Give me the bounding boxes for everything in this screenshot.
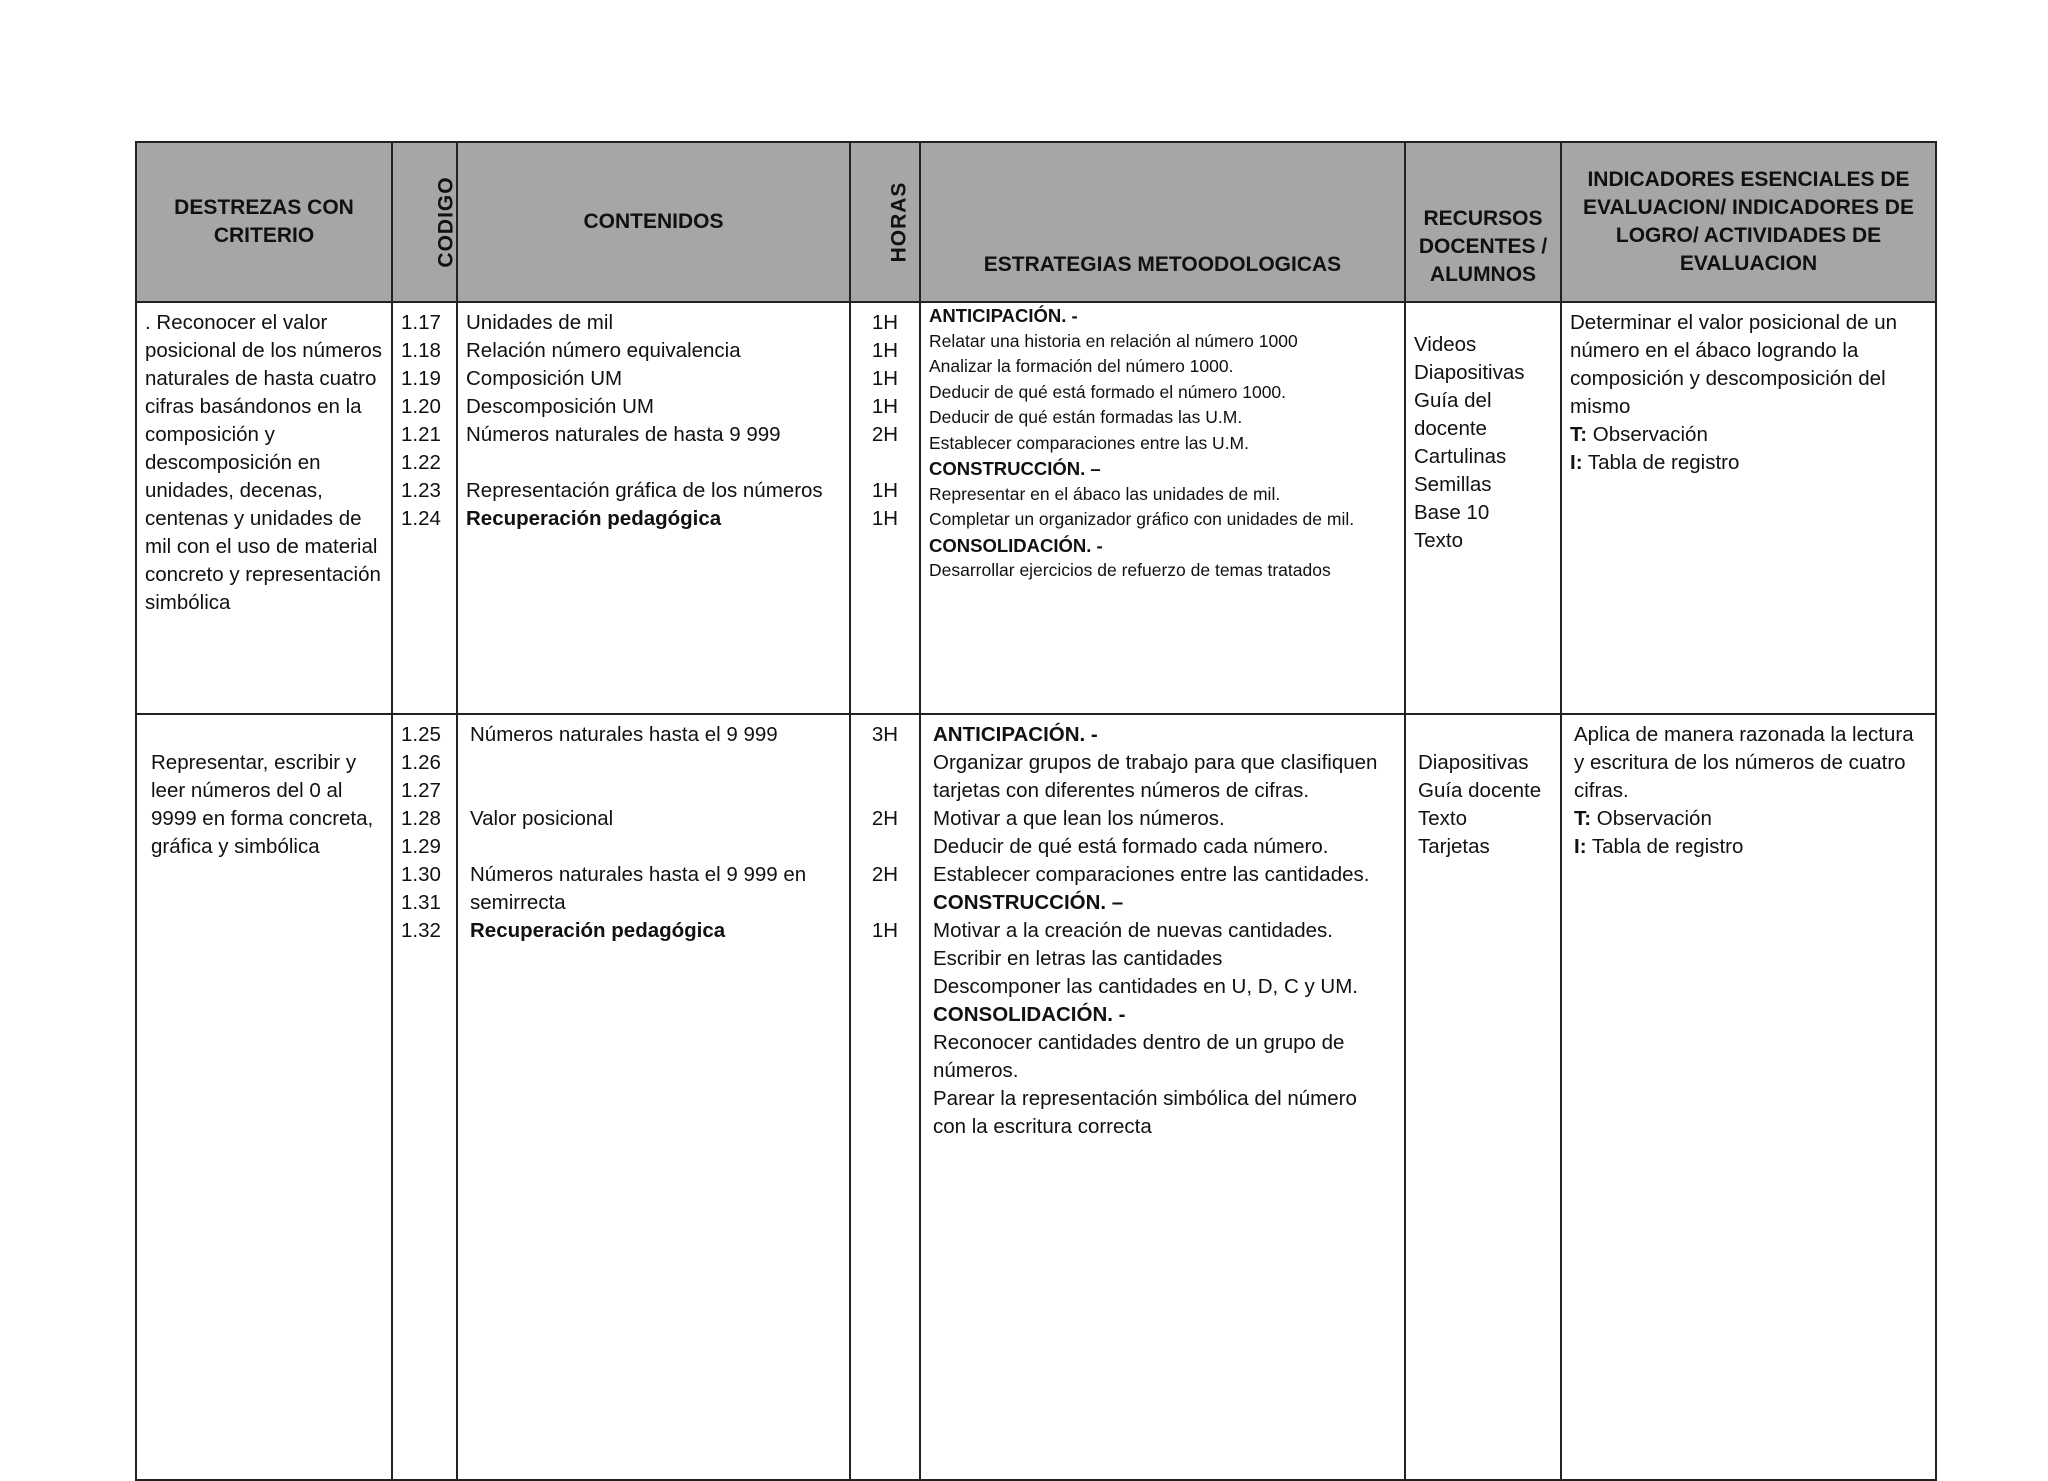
destreza-cell	[136, 302, 392, 714]
code-item: 1.18	[401, 339, 441, 362]
strategy-item: Establecer comparaciones entre las cantidades.	[933, 863, 1370, 886]
code-item: 1.26	[401, 751, 441, 774]
strategy-item: Relatar una historia en relación al número 1000	[929, 330, 1298, 351]
strategy-heading: ANTICIPACIÓN. -	[933, 723, 1098, 746]
code-item: 1.17	[401, 311, 441, 334]
planning-table	[135, 141, 1937, 1481]
hours-cell	[850, 714, 920, 1480]
resource-item: Texto	[1414, 529, 1463, 552]
planning-table-container	[135, 141, 1935, 1407]
resources-cell	[1405, 714, 1561, 1480]
indicator-text: Determinar el valor posicional de un número en el ábaco logrando la composición y descomposición del mismo	[1570, 311, 1898, 418]
code-item: 1.24	[401, 507, 441, 530]
table-row	[136, 302, 1936, 714]
strategy-item: Completar un organizador gráfico con unidades de mil.	[929, 509, 1355, 529]
content-item: Números naturales hasta el 9 999 en	[470, 863, 807, 886]
code-item: 1.20	[401, 395, 441, 418]
code-cell	[392, 714, 457, 1480]
content-item: Descomposición UM	[466, 395, 654, 418]
content-item: Recuperación pedagógica	[470, 919, 726, 942]
code-item: 1.19	[401, 367, 441, 390]
content-item: Composición UM	[466, 367, 623, 390]
resource-item: Tarjetas	[1418, 835, 1490, 858]
code-item: 1.22	[401, 451, 441, 474]
code-item: 1.30	[401, 863, 441, 886]
technique-line	[1574, 805, 1927, 833]
strategy-item: Deducir de qué están formadas las U.M.	[929, 407, 1243, 427]
resources-cell	[1405, 302, 1561, 714]
header-contenidos: CONTENIDOS	[457, 142, 850, 302]
strategy-item: Escribir en letras las cantidades	[933, 947, 1223, 970]
header-row	[136, 142, 1936, 302]
hours-item: 1H	[871, 479, 899, 502]
strategy-item: con la escritura correcta	[933, 1115, 1152, 1138]
hours-item: 2H	[871, 423, 899, 446]
header-estrategias: ESTRATEGIAS METOODOLOGICAS	[920, 142, 1405, 302]
strategy-item: Establecer comparaciones entre las U.M.	[929, 432, 1249, 453]
strategy-item: Deducir de qué está formado el número 1000.	[929, 381, 1287, 402]
technique-value: Observación	[1587, 423, 1708, 446]
header-horas	[850, 142, 920, 302]
header-codigo-label: CODIGO	[434, 176, 458, 268]
hours-item: 3H	[871, 723, 899, 746]
resource-item: Semillas	[1414, 473, 1492, 496]
content-item: semirrecta	[470, 891, 566, 914]
content-item: Representación gráfica de los números	[466, 479, 823, 502]
indicators-cell	[1561, 714, 1936, 1480]
strategies-cell	[920, 714, 1405, 1480]
table-row	[136, 714, 1936, 1480]
technique-label: T:	[1570, 423, 1588, 446]
instrument-label: I:	[1574, 835, 1587, 858]
strategy-item: Desarrollar ejercicios de refuerzo de temas tratados	[929, 560, 1331, 580]
code-item: 1.27	[401, 779, 441, 802]
strategy-heading: ANTICIPACIÓN. -	[929, 305, 1078, 326]
code-cell	[392, 302, 457, 714]
hours-item: 1H	[871, 367, 899, 390]
code-item: 1.23	[401, 479, 441, 502]
technique-value: Observación	[1591, 807, 1712, 830]
strategy-item: Motivar a la creación de nuevas cantidades.	[933, 919, 1333, 942]
resource-item: Cartulinas	[1414, 445, 1507, 468]
technique-label: T:	[1574, 807, 1592, 830]
instrument-line	[1574, 833, 1927, 861]
resource-item: Diapositivas	[1418, 751, 1529, 774]
hours-item: 2H	[871, 807, 899, 830]
indicator-text: Aplica de manera razonada la lectura y escritura de los números de cuatro cifras.	[1574, 723, 1914, 802]
technique-line	[1570, 421, 1927, 449]
resource-item: Diapositivas	[1414, 361, 1525, 384]
contents-cell	[457, 714, 850, 1480]
hours-item: 1H	[871, 919, 899, 942]
hours-item: 2H	[871, 863, 899, 886]
resource-item: Guía del	[1414, 389, 1492, 412]
strategies-cell	[920, 302, 1405, 714]
strategy-heading: CONSOLIDACIÓN. -	[929, 534, 1103, 556]
resource-item: Guía docente	[1418, 779, 1542, 802]
hours-cell	[850, 302, 920, 714]
contents-cell	[457, 302, 850, 714]
hours-item: 1H	[871, 507, 899, 530]
hours-item: 1H	[871, 311, 899, 334]
destreza-text: . Reconocer el valor posicional de los números naturales de hasta cuatro cifras basándonos en la composición y descomposición en unidades, decenas, centenas y unidades de mil con el uso de material concreto y representación simbólica	[145, 311, 383, 614]
strategy-heading: CONSTRUCCIÓN. –	[933, 891, 1124, 914]
header-codigo	[392, 142, 457, 302]
hours-item: 1H	[871, 395, 899, 418]
content-item: Relación número equivalencia	[466, 339, 741, 362]
code-item: 1.32	[401, 919, 441, 942]
resource-item: Base 10	[1414, 501, 1490, 524]
hours-item: 1H	[871, 339, 899, 362]
destreza-text: Representar, escribir y leer números del 0 al 9999 en forma concreta, gráfica y simbólica	[151, 751, 374, 858]
content-item: Recuperación pedagógica	[466, 507, 722, 530]
content-item: Valor posicional	[470, 807, 614, 830]
instrument-value: Tabla de registro	[1582, 451, 1740, 474]
strategy-heading: CONSOLIDACIÓN. -	[933, 1003, 1126, 1026]
resource-item: docente	[1414, 417, 1487, 440]
header-horas-label: HORAS	[887, 181, 911, 263]
strategy-item: Motivar a que lean los números.	[933, 807, 1225, 830]
content-item: Números naturales de hasta 9 999	[466, 423, 781, 446]
strategy-item: Reconocer cantidades dentro de un grupo de	[933, 1031, 1345, 1054]
code-item: 1.29	[401, 835, 441, 858]
destreza-cell	[136, 714, 392, 1480]
content-item: Unidades de mil	[466, 311, 613, 334]
code-item: 1.21	[401, 423, 441, 446]
code-item: 1.28	[401, 807, 441, 830]
strategy-item: tarjetas con diferentes números de cifras.	[933, 779, 1310, 802]
strategy-item: Representar en el ábaco las unidades de mil.	[929, 483, 1281, 504]
indicators-cell	[1561, 302, 1936, 714]
header-recursos: RECURSOS DOCENTES / ALUMNOS	[1405, 142, 1561, 302]
code-item: 1.25	[401, 723, 441, 746]
strategy-item: Deducir de qué está formado cada número.	[933, 835, 1329, 858]
content-item: Números naturales hasta el 9 999	[470, 723, 778, 746]
resource-item: Videos	[1414, 333, 1477, 356]
strategy-item: números.	[933, 1059, 1019, 1082]
strategy-item: Descomponer las cantidades en U, D, C y UM.	[933, 975, 1358, 998]
strategy-item: Organizar grupos de trabajo para que clasifiquen	[933, 751, 1378, 774]
header-indicadores: INDICADORES ESENCIALES DE EVALUACION/ INDICADORES DE LOGRO/ ACTIVIDADES DE EVALUACION	[1561, 142, 1936, 302]
strategy-item: Analizar la formación del número 1000.	[929, 356, 1234, 376]
resource-item: Texto	[1418, 807, 1467, 830]
strategy-item: Parear la representación simbólica del número	[933, 1087, 1357, 1110]
strategy-heading: CONSTRUCCIÓN. –	[929, 458, 1101, 479]
instrument-label: I:	[1570, 451, 1583, 474]
instrument-line	[1570, 449, 1927, 477]
instrument-value: Tabla de registro	[1586, 835, 1744, 858]
code-item: 1.31	[401, 891, 441, 914]
header-destrezas: DESTREZAS CON CRITERIO	[136, 142, 392, 302]
